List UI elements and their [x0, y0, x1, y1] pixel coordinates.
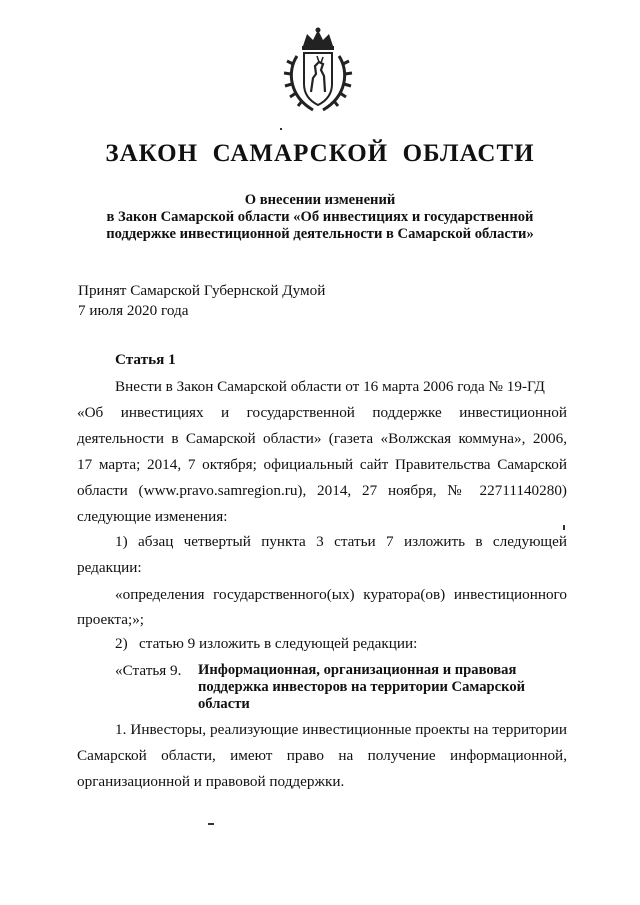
scan-speck	[280, 128, 282, 130]
paragraph-line: следующие изменения:	[77, 508, 228, 525]
point-line	[77, 746, 567, 766]
adoption-block	[78, 281, 325, 321]
point-line: организационной и правовой поддержки.	[77, 773, 345, 790]
subtitle-line: в Закон Самарской области «Об инвестициях и государственной	[106, 209, 534, 225]
adoption-date: 7 июля 2020 года	[78, 302, 189, 319]
paragraph-line	[77, 455, 567, 475]
item-line-text: 1) абзац четвертый пункта 3 статьи 7 изложить в следующей	[115, 533, 567, 550]
scan-speck	[563, 525, 565, 530]
paragraph-line-text: области (www.pravo.samregion.ru), 2014, 27 ноября, № 22711140280)	[77, 482, 567, 499]
article9-label: «Статья 9.	[115, 662, 182, 679]
scan-speck	[208, 823, 214, 825]
quote-line	[115, 585, 567, 605]
samara-coat-of-arms-icon	[283, 26, 353, 114]
point-line	[115, 720, 567, 740]
law-subtitle	[60, 192, 580, 243]
item-line: 2) статью 9 изложить в следующей редакции:	[115, 635, 418, 652]
point-line-text: 1. Инвесторы, реализующие инвестиционные проекты на территории	[115, 721, 567, 738]
article9-title-line: поддержка инвесторов на территории Самарской	[198, 679, 526, 695]
quote-line: проекта;»;	[77, 611, 145, 628]
paragraph-line-text: 17 марта; 2014, 7 октября; официальный сайт Правительства Самарской	[77, 456, 567, 473]
item-line	[115, 532, 567, 552]
article9-title	[198, 662, 578, 713]
subtitle-line: поддержке инвестиционной деятельности в Самарской области»	[106, 226, 534, 242]
law-title: ЗАКОН САМАРСКОЙ ОБЛАСТИ	[105, 140, 535, 167]
paragraph-line	[77, 429, 567, 449]
subtitle-line: О внесении изменений	[244, 192, 396, 208]
paragraph-line	[77, 481, 567, 501]
adoption-body: Принят Самарской Губернской Думой	[78, 282, 326, 299]
article9-title-line: области	[198, 696, 250, 712]
article9-title-line: Информационная, организационная и правовая	[198, 662, 517, 678]
item-line: редакции:	[77, 559, 142, 576]
article-heading: Статья 1	[115, 351, 176, 368]
paragraph-line-text: «Об инвестициях и государственной поддержке инвестиционной	[77, 404, 567, 421]
paragraph-line: Внести в Закон Самарской области от 16 марта 2006 года № 19-ГД	[115, 378, 545, 395]
point-line-text: Самарской области, имеют право на получение информационной,	[77, 747, 567, 764]
paragraph-line	[77, 403, 567, 423]
paragraph-line-text: деятельности в Самарской области» (газета «Волжская коммуна», 2006,	[77, 430, 567, 447]
quote-line-text: «определения государственного(ых) куратора(ов) инвестиционного	[115, 586, 567, 603]
